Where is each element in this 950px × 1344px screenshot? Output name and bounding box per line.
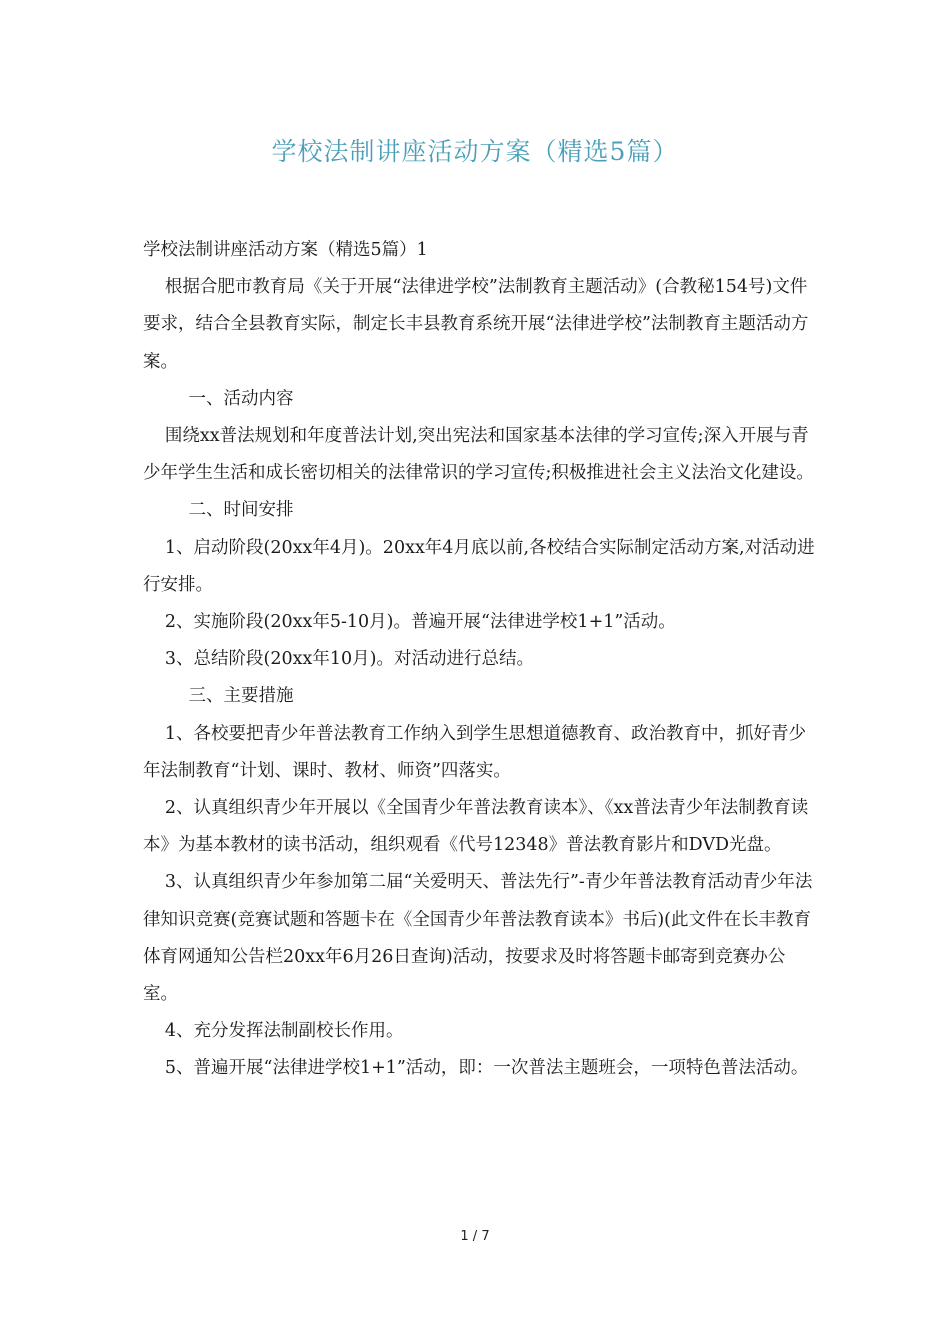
section-heading: 学校法制讲座活动方案（精选5篇）1 xyxy=(143,240,428,260)
heading-schedule: 二、时间安排 xyxy=(188,500,294,521)
paragraph-schedule-3: 3、总结阶段(20xx年10月)。对活动进行总结。 xyxy=(164,649,534,670)
paragraph-measure-5: 5、普遍开展“法律进学校1+1”活动，即：一次普法主题班会，一项特色普法活动。 xyxy=(164,1058,809,1079)
heading-activity-content: 一、活动内容 xyxy=(188,388,294,409)
paragraph-measure-2: 2、认真组织青少年开展以《全国青少年普法教育读本》、《xx普法青少年法制教育读本》为基本教材的读书活动，组织观看《代号12348》普法教育影片和DVD光盘。 xyxy=(143,798,809,856)
paragraph-measure-1: 1、各校要把青少年普法教育工作纳入到学生思想道德教育、政治教育中，抓好青少年法制教育“计划、课时、教材、师资”四落实。 xyxy=(143,723,807,781)
document-body xyxy=(143,232,815,1088)
heading-measures: 三、主要措施 xyxy=(188,686,294,707)
paragraph-measure-3: 3、认真组织青少年参加第二届“关爱明天、普法先行”-青少年普法教育活动青少年法律知识竞赛(竞赛试题和答题卡在《全国青少年普法教育读本》书后)(此文件在长丰教育体育网通知公告栏20xx年6月26日查询)活动，按要求及时将答题卡邮寄到竞赛办公室。 xyxy=(143,872,813,1005)
page-number: 1 / 7 xyxy=(460,1229,490,1244)
paragraph-intro: 根据合肥市教育局《关于开展“法律进学校”法制教育主题活动》(合教秘154号)文件要求，结合全县教育实际，制定长丰县教育系统开展“法律进学校”法制教育主题活动方案。 xyxy=(143,277,809,372)
paragraph-measure-4: 4、充分发挥法制副校长作用。 xyxy=(164,1021,404,1042)
paragraph-schedule-2: 2、实施阶段(20xx年5-10月)。普遍开展“法律进学校1+1”活动。 xyxy=(164,612,676,633)
paragraph-activity-content: 围绕xx普法规划和年度普法计划,突出宪法和国家基本法律的学习宣传;深入开展与青少年学生生活和成长密切相关的法律常识的学习宣传;积极推进社会主义法治文化建设。 xyxy=(143,426,814,484)
paragraph-schedule-1: 1、启动阶段(20xx年4月)。20xx年4月底以前,各校结合实际制定活动方案,对活动进行安排。 xyxy=(143,537,815,595)
document-title: 学校法制讲座活动方案（精选5篇） xyxy=(271,137,679,166)
